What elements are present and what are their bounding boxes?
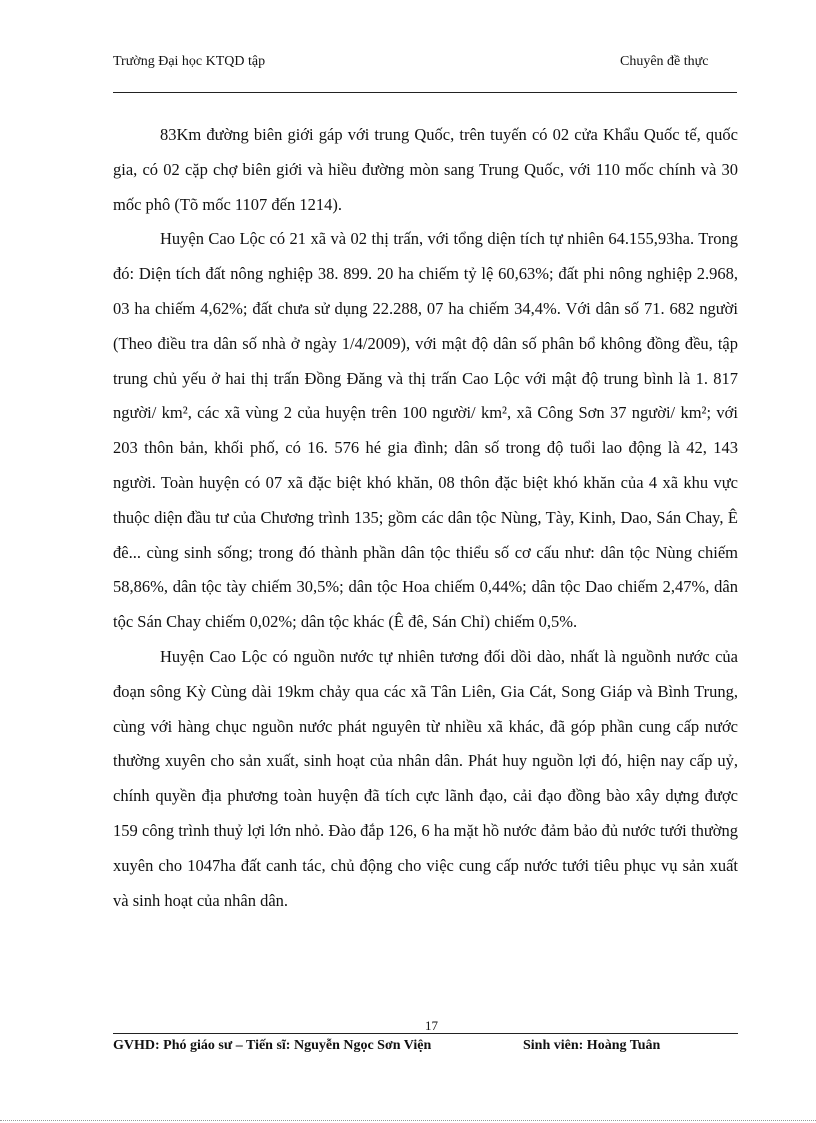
page-number: 17	[425, 1018, 438, 1033]
header-title: Chuyên đề thực	[620, 54, 709, 69]
footer-supervisor: GVHD: Phó giáo sư – Tiến sĩ: Nguyễn Ngọc Sơn Viện	[113, 1038, 432, 1053]
paragraph-demographics: Huyện Cao Lộc có 21 xã và 02 thị trấn, với tổng diện tích tự nhiên 64.155,93ha. Trong đó: Diện tích đất nông nghiệp 38. 899. 20 ha chiếm tỷ lệ 60,63%; đất phi nông nghiệp 2.968, 03 ha chiếm 4,62%; đất chưa sử dụng 22.288, 07 ha chiếm 34,4%. Với dân số 71. 682 người (Theo điều tra dân số nhà ở ngày 1/4/2009), với mật độ dân số phân bổ không đồng đều, tập trung chủ yếu ở hai thị trấn Đồng Đăng và thị trấn Cao Lộc với mật độ trung bình là 1. 817 người/ km², các xã vùng 2 của huyện trên 100 người/ km², xã Công Sơn 37 người/ km²; với 203 thôn bản, khối phố, có 16. 576 hé gia đình; dân số trong độ tuổi lao động là 42, 143 người. Toàn huyện có 07 xã đặc biệt khó khăn, 08 thôn đặc biệt khó khăn của 4 xã khu vực thuộc diện đầu tư của Chương trình 135; gồm các dân tộc Nùng, Tày, Kinh, Dao, Sán Chay, Ê đê... cùng sinh sống; trong đó thành phần dân tộc thiểu số cơ cấu như: dân tộc Nùng chiếm 58,86%, dân tộc tày chiếm 30,5%; dân tộc Hoa chiếm 0,44%; dân tộc Dao chiếm 2,47%, dân tộc Sán Chay chiếm 0,02%; dân tộc khác (Ê đê, Sán Chỉ) chiếm 0,5%.	[113, 229, 738, 632]
bottom-divider	[0, 1120, 816, 1121]
page-header	[113, 52, 737, 93]
paragraph-water-resources: Huyện Cao Lộc có nguồn nước tự nhiên tương đối dồi dào, nhất là nguồnh nước của đoạn sông Kỳ Cùng dài 19km chảy qua các xã Tân Liên, Gia Cát, Song Giáp và Bình Trung, cùng với hàng chục nguồn nước phát nguyên từ nhiều xã khác, đã góp phần cung cấp nước thường xuyên cho sản xuất, sinh hoạt của nhân dân. Phát huy nguồn lợi đó, hiện nay cấp uỷ, chính quyền địa phương toàn huyện đã tích cực lãnh đạo, cải đạo đồng bào xây dựng được 159 công trình thuỷ lợi lớn nhỏ. Đào đắp 126, 6 ha mặt hồ nước đảm bảo đủ nước tưới thường xuyên cho 1047ha đất canh tác, chủ động cho việc cung cấp nước tưới tiêu phục vụ sản xuất và sinh hoạt của nhân dân.	[113, 646, 738, 910]
page-footer	[113, 1033, 738, 1053]
document-body	[113, 118, 738, 918]
header-school: Trường Đại học KTQD tập	[113, 54, 266, 69]
paragraph-border: 83Km đường biên giới gáp với trung Quốc, trên tuyến có 02 cửa Khẩu Quốc tế, quốc gia, có 02 cặp chợ biên giới và hiều đường mòn sang Trung Quốc, với 110 mốc chính và 30 mốc phô (Tõ mốc 1107 đến 1214).	[113, 125, 738, 214]
footer-student: Sinh viên: Hoàng Tuân	[523, 1038, 661, 1053]
